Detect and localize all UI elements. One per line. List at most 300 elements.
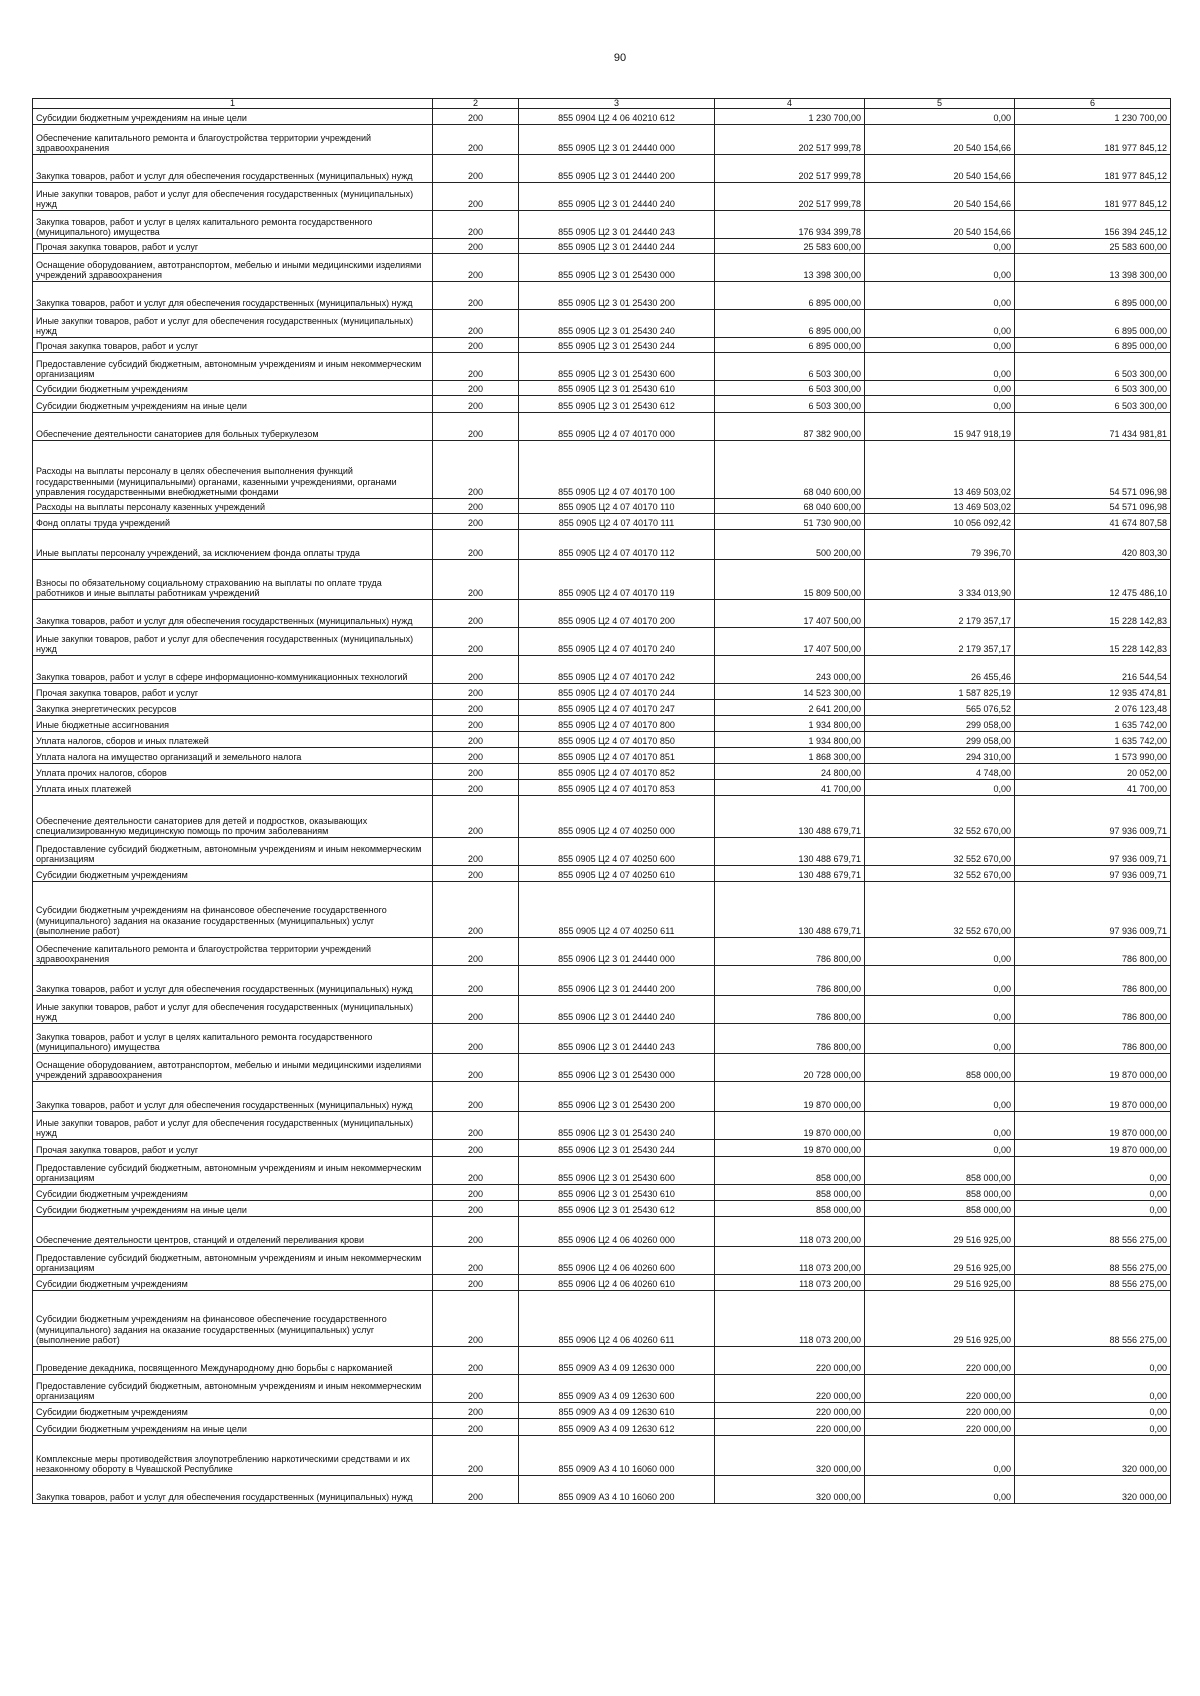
row-kbk-cell: 855 0905 Ц2 4 07 40170 000 xyxy=(519,413,715,441)
row-remaining-cell: 19 870 000,00 xyxy=(1015,1140,1171,1157)
row-executed-cell: 220 000,00 xyxy=(865,1419,1015,1436)
row-approved-cell: 858 000,00 xyxy=(715,1185,865,1201)
row-code-cell: 200 xyxy=(433,732,519,748)
row-executed-cell: 858 000,00 xyxy=(865,1054,1015,1082)
table-row xyxy=(33,628,1171,656)
table-row xyxy=(33,1201,1171,1217)
table-row xyxy=(33,1291,1171,1347)
row-kbk-cell: 855 0906 Ц2 4 06 40260 610 xyxy=(519,1275,715,1291)
row-remaining-cell: 6 503 300,00 xyxy=(1015,396,1171,413)
row-remaining-cell: 25 583 600,00 xyxy=(1015,239,1171,254)
row-executed-cell: 0,00 xyxy=(865,1436,1015,1476)
row-code-cell: 200 xyxy=(433,1112,519,1140)
row-code-cell: 200 xyxy=(433,239,519,254)
row-approved-cell: 17 407 500,00 xyxy=(715,628,865,656)
row-approved-cell: 41 700,00 xyxy=(715,780,865,796)
table-row xyxy=(33,530,1171,560)
table-row xyxy=(33,560,1171,600)
row-name-cell: Оснащение оборудованием, автотранспортом, мебелью и иными медицинскими изделиями учреждений здравоохранения xyxy=(33,1054,433,1082)
row-approved-cell: 320 000,00 xyxy=(715,1476,865,1504)
row-executed-cell: 0,00 xyxy=(865,966,1015,996)
row-executed-cell: 0,00 xyxy=(865,1476,1015,1504)
row-kbk-cell: 855 0905 Ц2 3 01 24440 200 xyxy=(519,155,715,183)
row-name-cell: Оснащение оборудованием, автотранспортом, мебелью и иными медицинскими изделиями учреждений здравоохранения xyxy=(33,254,433,282)
row-remaining-cell: 13 398 300,00 xyxy=(1015,254,1171,282)
row-code-cell: 200 xyxy=(433,628,519,656)
row-name-cell: Закупка товаров, работ и услуг для обеспечения государственных (муниципальных) нужд xyxy=(33,966,433,996)
row-remaining-cell: 0,00 xyxy=(1015,1185,1171,1201)
row-executed-cell: 2 179 357,17 xyxy=(865,628,1015,656)
table-row xyxy=(33,1347,1171,1375)
row-approved-cell: 786 800,00 xyxy=(715,1024,865,1054)
row-code-cell: 200 xyxy=(433,1082,519,1112)
row-executed-cell: 0,00 xyxy=(865,310,1015,338)
row-approved-cell: 19 870 000,00 xyxy=(715,1082,865,1112)
row-executed-cell: 4 748,00 xyxy=(865,764,1015,780)
row-executed-cell: 20 540 154,66 xyxy=(865,183,1015,211)
row-executed-cell: 26 455,46 xyxy=(865,656,1015,684)
table-row xyxy=(33,338,1171,353)
column-header-4: 4 xyxy=(715,99,865,109)
row-executed-cell: 220 000,00 xyxy=(865,1347,1015,1375)
table-row xyxy=(33,716,1171,732)
row-name-cell: Закупка энергетических ресурсов xyxy=(33,700,433,716)
table-row xyxy=(33,780,1171,796)
row-approved-cell: 14 523 300,00 xyxy=(715,684,865,700)
row-executed-cell: 29 516 925,00 xyxy=(865,1217,1015,1247)
row-executed-cell: 10 056 092,42 xyxy=(865,514,1015,530)
row-remaining-cell: 1 230 700,00 xyxy=(1015,109,1171,125)
row-kbk-cell: 855 0906 Ц2 3 01 25430 600 xyxy=(519,1157,715,1185)
row-executed-cell: 20 540 154,66 xyxy=(865,211,1015,239)
row-code-cell: 200 xyxy=(433,1185,519,1201)
row-code-cell: 200 xyxy=(433,600,519,628)
row-remaining-cell: 786 800,00 xyxy=(1015,1024,1171,1054)
row-executed-cell: 0,00 xyxy=(865,282,1015,310)
row-name-cell: Фонд оплаты труда учреждений xyxy=(33,514,433,530)
table-row xyxy=(33,748,1171,764)
column-header-1: 1 xyxy=(33,99,433,109)
row-name-cell: Закупка товаров, работ и услуг в целях капитального ремонта государственного (муниципального) имущества xyxy=(33,1024,433,1054)
row-kbk-cell: 855 0906 Ц2 3 01 25430 244 xyxy=(519,1140,715,1157)
row-remaining-cell: 320 000,00 xyxy=(1015,1476,1171,1504)
row-executed-cell: 79 396,70 xyxy=(865,530,1015,560)
row-remaining-cell: 15 228 142,83 xyxy=(1015,600,1171,628)
column-header-2: 2 xyxy=(433,99,519,109)
row-kbk-cell: 855 0905 Ц2 3 01 24440 240 xyxy=(519,183,715,211)
row-code-cell: 200 xyxy=(433,254,519,282)
row-remaining-cell: 20 052,00 xyxy=(1015,764,1171,780)
row-approved-cell: 17 407 500,00 xyxy=(715,600,865,628)
row-remaining-cell: 88 556 275,00 xyxy=(1015,1291,1171,1347)
row-code-cell: 200 xyxy=(433,125,519,155)
row-name-cell: Обеспечение капитального ремонта и благоустройства территории учреждений здравоохранения xyxy=(33,938,433,966)
row-approved-cell: 220 000,00 xyxy=(715,1347,865,1375)
row-executed-cell: 565 076,52 xyxy=(865,700,1015,716)
row-approved-cell: 118 073 200,00 xyxy=(715,1291,865,1347)
row-code-cell: 200 xyxy=(433,716,519,732)
row-executed-cell: 858 000,00 xyxy=(865,1157,1015,1185)
row-executed-cell: 0,00 xyxy=(865,1112,1015,1140)
row-approved-cell: 320 000,00 xyxy=(715,1436,865,1476)
row-code-cell: 200 xyxy=(433,381,519,396)
row-name-cell: Уплата прочих налогов, сборов xyxy=(33,764,433,780)
row-remaining-cell: 97 936 009,71 xyxy=(1015,838,1171,866)
row-approved-cell: 15 809 500,00 xyxy=(715,560,865,600)
row-name-cell: Закупка товаров, работ и услуг для обеспечения государственных (муниципальных) нужд xyxy=(33,155,433,183)
column-header-3: 3 xyxy=(519,99,715,109)
row-approved-cell: 6 895 000,00 xyxy=(715,282,865,310)
row-approved-cell: 118 073 200,00 xyxy=(715,1275,865,1291)
table-row xyxy=(33,700,1171,716)
row-kbk-cell: 855 0905 Ц2 3 01 25430 200 xyxy=(519,282,715,310)
row-remaining-cell: 6 503 300,00 xyxy=(1015,381,1171,396)
row-approved-cell: 1 868 300,00 xyxy=(715,748,865,764)
row-executed-cell: 32 552 670,00 xyxy=(865,796,1015,838)
row-kbk-cell: 855 0909 А3 4 10 16060 000 xyxy=(519,1436,715,1476)
row-code-cell: 200 xyxy=(433,183,519,211)
row-kbk-cell: 855 0905 Ц2 3 01 25430 240 xyxy=(519,310,715,338)
row-kbk-cell: 855 0906 Ц2 3 01 24440 000 xyxy=(519,938,715,966)
row-remaining-cell: 786 800,00 xyxy=(1015,996,1171,1024)
row-approved-cell: 130 488 679,71 xyxy=(715,796,865,838)
row-executed-cell: 858 000,00 xyxy=(865,1185,1015,1201)
row-approved-cell: 130 488 679,71 xyxy=(715,866,865,882)
row-executed-cell: 13 469 503,02 xyxy=(865,441,1015,499)
row-approved-cell: 130 488 679,71 xyxy=(715,838,865,866)
row-name-cell: Прочая закупка товаров, работ и услуг xyxy=(33,1140,433,1157)
table-row xyxy=(33,966,1171,996)
row-code-cell: 200 xyxy=(433,1375,519,1403)
row-remaining-cell: 0,00 xyxy=(1015,1375,1171,1403)
row-kbk-cell: 855 0906 Ц2 3 01 25430 200 xyxy=(519,1082,715,1112)
row-code-cell: 200 xyxy=(433,1054,519,1082)
row-name-cell: Проведение декадника, посвященного Международному дню борьбы с наркоманией xyxy=(33,1347,433,1375)
table-row xyxy=(33,1476,1171,1504)
row-remaining-cell: 97 936 009,71 xyxy=(1015,882,1171,938)
row-executed-cell: 32 552 670,00 xyxy=(865,866,1015,882)
row-name-cell: Предоставление субсидий бюджетным, автономным учреждениям и иным некоммерческим организациям xyxy=(33,353,433,381)
row-name-cell: Уплата иных платежей xyxy=(33,780,433,796)
row-name-cell: Предоставление субсидий бюджетным, автономным учреждениям и иным некоммерческим организациям xyxy=(33,1375,433,1403)
table-row xyxy=(33,310,1171,338)
row-code-cell: 200 xyxy=(433,966,519,996)
row-code-cell: 200 xyxy=(433,656,519,684)
row-executed-cell: 13 469 503,02 xyxy=(865,499,1015,514)
table-row xyxy=(33,1247,1171,1275)
row-approved-cell: 202 517 999,78 xyxy=(715,125,865,155)
row-approved-cell: 220 000,00 xyxy=(715,1403,865,1419)
row-remaining-cell: 1 573 990,00 xyxy=(1015,748,1171,764)
row-remaining-cell: 97 936 009,71 xyxy=(1015,796,1171,838)
row-approved-cell: 1 934 800,00 xyxy=(715,732,865,748)
row-remaining-cell: 0,00 xyxy=(1015,1347,1171,1375)
row-remaining-cell: 54 571 096,98 xyxy=(1015,441,1171,499)
row-approved-cell: 118 073 200,00 xyxy=(715,1247,865,1275)
row-executed-cell: 0,00 xyxy=(865,1024,1015,1054)
row-kbk-cell: 855 0906 Ц2 3 01 25430 612 xyxy=(519,1201,715,1217)
row-remaining-cell: 216 544,54 xyxy=(1015,656,1171,684)
row-name-cell: Обеспечение деятельности санаториев для больных туберкулезом xyxy=(33,413,433,441)
row-code-cell: 200 xyxy=(433,1217,519,1247)
table-row xyxy=(33,796,1171,838)
row-code-cell: 200 xyxy=(433,1140,519,1157)
row-executed-cell: 1 587 825,19 xyxy=(865,684,1015,700)
row-kbk-cell: 855 0905 Ц2 4 07 40170 800 xyxy=(519,716,715,732)
row-remaining-cell: 0,00 xyxy=(1015,1157,1171,1185)
row-executed-cell: 0,00 xyxy=(865,239,1015,254)
table-row xyxy=(33,838,1171,866)
row-name-cell: Иные закупки товаров, работ и услуг для обеспечения государственных (муниципальных) нужд xyxy=(33,183,433,211)
row-approved-cell: 6 503 300,00 xyxy=(715,396,865,413)
table-row xyxy=(33,514,1171,530)
row-approved-cell: 87 382 900,00 xyxy=(715,413,865,441)
row-name-cell: Субсидии бюджетным учреждениям на финансовое обеспечение государственного (муниципального) задания на оказание государственных (муниципальных) услуг (выполнение работ) xyxy=(33,882,433,938)
table-row xyxy=(33,254,1171,282)
row-approved-cell: 220 000,00 xyxy=(715,1419,865,1436)
row-approved-cell: 118 073 200,00 xyxy=(715,1217,865,1247)
row-approved-cell: 202 517 999,78 xyxy=(715,155,865,183)
row-name-cell: Субсидии бюджетным учреждениям xyxy=(33,1275,433,1291)
row-kbk-cell: 855 0905 Ц2 4 07 40250 600 xyxy=(519,838,715,866)
row-code-cell: 200 xyxy=(433,282,519,310)
row-code-cell: 200 xyxy=(433,1347,519,1375)
row-code-cell: 200 xyxy=(433,155,519,183)
table-row xyxy=(33,239,1171,254)
table-row xyxy=(33,1157,1171,1185)
table-row xyxy=(33,413,1171,441)
row-kbk-cell: 855 0909 А3 4 10 16060 200 xyxy=(519,1476,715,1504)
row-executed-cell: 299 058,00 xyxy=(865,732,1015,748)
table-row xyxy=(33,684,1171,700)
row-kbk-cell: 855 0906 Ц2 3 01 24440 200 xyxy=(519,966,715,996)
row-executed-cell: 220 000,00 xyxy=(865,1403,1015,1419)
table-row xyxy=(33,441,1171,499)
row-approved-cell: 243 000,00 xyxy=(715,656,865,684)
row-name-cell: Предоставление субсидий бюджетным, автономным учреждениям и иным некоммерческим организациям xyxy=(33,1157,433,1185)
row-remaining-cell: 12 475 486,10 xyxy=(1015,560,1171,600)
row-approved-cell: 202 517 999,78 xyxy=(715,183,865,211)
row-code-cell: 200 xyxy=(433,1419,519,1436)
row-name-cell: Закупка товаров, работ и услуг в сфере информационно-коммуникационных технологий xyxy=(33,656,433,684)
row-approved-cell: 6 895 000,00 xyxy=(715,310,865,338)
row-executed-cell: 32 552 670,00 xyxy=(865,882,1015,938)
row-code-cell: 200 xyxy=(433,1024,519,1054)
row-name-cell: Иные выплаты персоналу учреждений, за исключением фонда оплаты труда xyxy=(33,530,433,560)
table-row xyxy=(33,211,1171,239)
row-code-cell: 200 xyxy=(433,882,519,938)
row-name-cell: Обеспечение деятельности центров, станций и отделений переливания крови xyxy=(33,1217,433,1247)
row-approved-cell: 24 800,00 xyxy=(715,764,865,780)
row-code-cell: 200 xyxy=(433,530,519,560)
row-remaining-cell: 41 674 807,58 xyxy=(1015,514,1171,530)
row-remaining-cell: 320 000,00 xyxy=(1015,1436,1171,1476)
row-kbk-cell: 855 0905 Ц2 4 07 40170 851 xyxy=(519,748,715,764)
row-approved-cell: 130 488 679,71 xyxy=(715,882,865,938)
row-approved-cell: 176 934 399,78 xyxy=(715,211,865,239)
table-row xyxy=(33,1082,1171,1112)
table-row xyxy=(33,1436,1171,1476)
row-approved-cell: 1 934 800,00 xyxy=(715,716,865,732)
row-name-cell: Закупка товаров, работ и услуг для обеспечения государственных (муниципальных) нужд xyxy=(33,282,433,310)
row-executed-cell: 0,00 xyxy=(865,780,1015,796)
row-remaining-cell: 6 895 000,00 xyxy=(1015,282,1171,310)
row-remaining-cell: 6 503 300,00 xyxy=(1015,353,1171,381)
table-row xyxy=(33,155,1171,183)
row-executed-cell: 0,00 xyxy=(865,1140,1015,1157)
row-name-cell: Субсидии бюджетным учреждениям xyxy=(33,381,433,396)
row-remaining-cell: 181 977 845,12 xyxy=(1015,125,1171,155)
row-remaining-cell: 88 556 275,00 xyxy=(1015,1247,1171,1275)
row-remaining-cell: 12 935 474,81 xyxy=(1015,684,1171,700)
row-remaining-cell: 71 434 981,81 xyxy=(1015,413,1171,441)
row-name-cell: Субсидии бюджетным учреждениям на иные цели xyxy=(33,396,433,413)
row-executed-cell: 299 058,00 xyxy=(865,716,1015,732)
row-approved-cell: 2 641 200,00 xyxy=(715,700,865,716)
table-row xyxy=(33,499,1171,514)
row-kbk-cell: 855 0909 А3 4 09 12630 000 xyxy=(519,1347,715,1375)
row-kbk-cell: 855 0905 Ц2 4 07 40170 110 xyxy=(519,499,715,514)
row-remaining-cell: 6 895 000,00 xyxy=(1015,310,1171,338)
row-name-cell: Предоставление субсидий бюджетным, автономным учреждениям и иным некоммерческим организациям xyxy=(33,838,433,866)
row-name-cell: Иные бюджетные ассигнования xyxy=(33,716,433,732)
row-kbk-cell: 855 0905 Ц2 3 01 25430 612 xyxy=(519,396,715,413)
row-code-cell: 200 xyxy=(433,838,519,866)
row-code-cell: 200 xyxy=(433,396,519,413)
row-kbk-cell: 855 0905 Ц2 4 07 40170 240 xyxy=(519,628,715,656)
table-row xyxy=(33,109,1171,125)
row-name-cell: Субсидии бюджетным учреждениям xyxy=(33,1185,433,1201)
table-row xyxy=(33,1185,1171,1201)
row-name-cell: Прочая закупка товаров, работ и услуг xyxy=(33,338,433,353)
row-name-cell: Закупка товаров, работ и услуг для обеспечения государственных (муниципальных) нужд xyxy=(33,1082,433,1112)
table-row xyxy=(33,882,1171,938)
row-remaining-cell: 88 556 275,00 xyxy=(1015,1217,1171,1247)
row-kbk-cell: 855 0909 А3 4 09 12630 612 xyxy=(519,1419,715,1436)
row-approved-cell: 6 503 300,00 xyxy=(715,381,865,396)
row-remaining-cell: 41 700,00 xyxy=(1015,780,1171,796)
budget-execution-table xyxy=(32,98,1171,1504)
table-row xyxy=(33,1275,1171,1291)
row-kbk-cell: 855 0905 Ц2 4 07 40170 852 xyxy=(519,764,715,780)
table-row xyxy=(33,1140,1171,1157)
row-approved-cell: 786 800,00 xyxy=(715,938,865,966)
row-approved-cell: 19 870 000,00 xyxy=(715,1112,865,1140)
row-code-cell: 200 xyxy=(433,413,519,441)
table-row xyxy=(33,183,1171,211)
row-executed-cell: 294 310,00 xyxy=(865,748,1015,764)
row-remaining-cell: 19 870 000,00 xyxy=(1015,1082,1171,1112)
row-name-cell: Иные закупки товаров, работ и услуг для обеспечения государственных (муниципальных) нужд xyxy=(33,310,433,338)
row-approved-cell: 220 000,00 xyxy=(715,1375,865,1403)
row-kbk-cell: 855 0905 Ц2 4 07 40170 100 xyxy=(519,441,715,499)
row-kbk-cell: 855 0909 А3 4 09 12630 600 xyxy=(519,1375,715,1403)
table-row xyxy=(33,938,1171,966)
row-executed-cell: 3 334 013,90 xyxy=(865,560,1015,600)
row-remaining-cell: 2 076 123,48 xyxy=(1015,700,1171,716)
row-executed-cell: 0,00 xyxy=(865,353,1015,381)
row-kbk-cell: 855 0905 Ц2 3 01 25430 600 xyxy=(519,353,715,381)
row-name-cell: Комплексные меры противодействия злоупотреблению наркотическими средствами и их незаконному обороту в Чувашской Республике xyxy=(33,1436,433,1476)
row-approved-cell: 19 870 000,00 xyxy=(715,1140,865,1157)
row-name-cell: Субсидии бюджетным учреждениям xyxy=(33,1403,433,1419)
row-kbk-cell: 855 0905 Ц2 4 07 40170 242 xyxy=(519,656,715,684)
row-name-cell: Прочая закупка товаров, работ и услуг xyxy=(33,684,433,700)
row-executed-cell: 29 516 925,00 xyxy=(865,1291,1015,1347)
table-row xyxy=(33,1403,1171,1419)
row-executed-cell: 0,00 xyxy=(865,381,1015,396)
row-approved-cell: 1 230 700,00 xyxy=(715,109,865,125)
row-remaining-cell: 19 870 000,00 xyxy=(1015,1054,1171,1082)
row-code-cell: 200 xyxy=(433,338,519,353)
row-kbk-cell: 855 0905 Ц2 3 01 24440 243 xyxy=(519,211,715,239)
row-kbk-cell: 855 0909 А3 4 09 12630 610 xyxy=(519,1403,715,1419)
row-kbk-cell: 855 0905 Ц2 4 07 40170 850 xyxy=(519,732,715,748)
row-code-cell: 200 xyxy=(433,310,519,338)
row-code-cell: 200 xyxy=(433,700,519,716)
table-row xyxy=(33,996,1171,1024)
row-kbk-cell: 855 0905 Ц2 4 07 40170 119 xyxy=(519,560,715,600)
row-kbk-cell: 855 0905 Ц2 4 07 40170 112 xyxy=(519,530,715,560)
row-code-cell: 200 xyxy=(433,441,519,499)
row-executed-cell: 0,00 xyxy=(865,338,1015,353)
table-row xyxy=(33,866,1171,882)
row-code-cell: 200 xyxy=(433,1291,519,1347)
row-kbk-cell: 855 0905 Ц2 4 07 40170 244 xyxy=(519,684,715,700)
column-header-6: 6 xyxy=(1015,99,1171,109)
row-name-cell: Взносы по обязательному социальному страхованию на выплаты по оплате труда работников и иные выплаты работникам учреждений xyxy=(33,560,433,600)
row-executed-cell: 0,00 xyxy=(865,938,1015,966)
row-kbk-cell: 855 0906 Ц2 4 06 40260 600 xyxy=(519,1247,715,1275)
row-name-cell: Закупка товаров, работ и услуг в целях капитального ремонта государственного (муниципального) имущества xyxy=(33,211,433,239)
row-approved-cell: 25 583 600,00 xyxy=(715,239,865,254)
row-remaining-cell: 15 228 142,83 xyxy=(1015,628,1171,656)
row-kbk-cell: 855 0906 Ц2 3 01 24440 243 xyxy=(519,1024,715,1054)
row-remaining-cell: 88 556 275,00 xyxy=(1015,1275,1171,1291)
row-name-cell: Закупка товаров, работ и услуг для обеспечения государственных (муниципальных) нужд xyxy=(33,1476,433,1504)
row-name-cell: Субсидии бюджетным учреждениям на иные цели xyxy=(33,109,433,125)
table-row xyxy=(33,1217,1171,1247)
row-remaining-cell: 19 870 000,00 xyxy=(1015,1112,1171,1140)
row-name-cell: Расходы на выплаты персоналу в целях обеспечения выполнения функций государственными (муниципальными) органами, казенными учреждениями, органами управления государственными внебюджетными фондами xyxy=(33,441,433,499)
row-approved-cell: 6 503 300,00 xyxy=(715,353,865,381)
row-name-cell: Субсидии бюджетным учреждениям на финансовое обеспечение государственного (муниципального) задания на оказание государственных (муниципальных) услуг (выполнение работ) xyxy=(33,1291,433,1347)
row-kbk-cell: 855 0906 Ц2 3 01 25430 000 xyxy=(519,1054,715,1082)
row-name-cell: Расходы на выплаты персоналу казенных учреждений xyxy=(33,499,433,514)
row-executed-cell: 20 540 154,66 xyxy=(865,155,1015,183)
row-remaining-cell: 6 895 000,00 xyxy=(1015,338,1171,353)
row-executed-cell: 858 000,00 xyxy=(865,1201,1015,1217)
row-name-cell: Предоставление субсидий бюджетным, автономным учреждениям и иным некоммерческим организациям xyxy=(33,1247,433,1275)
row-code-cell: 200 xyxy=(433,1157,519,1185)
row-kbk-cell: 855 0905 Ц2 4 07 40170 111 xyxy=(519,514,715,530)
row-executed-cell: 0,00 xyxy=(865,109,1015,125)
row-code-cell: 200 xyxy=(433,866,519,882)
row-name-cell: Иные закупки товаров, работ и услуг для обеспечения государственных (муниципальных) нужд xyxy=(33,996,433,1024)
row-remaining-cell: 786 800,00 xyxy=(1015,966,1171,996)
table-row xyxy=(33,1024,1171,1054)
row-code-cell: 200 xyxy=(433,514,519,530)
row-name-cell: Уплата налогов, сборов и иных платежей xyxy=(33,732,433,748)
row-code-cell: 200 xyxy=(433,353,519,381)
row-remaining-cell: 54 571 096,98 xyxy=(1015,499,1171,514)
row-remaining-cell: 1 635 742,00 xyxy=(1015,732,1171,748)
row-name-cell: Закупка товаров, работ и услуг для обеспечения государственных (муниципальных) нужд xyxy=(33,600,433,628)
row-name-cell: Субсидии бюджетным учреждениям xyxy=(33,866,433,882)
row-code-cell: 200 xyxy=(433,684,519,700)
row-remaining-cell: 1 635 742,00 xyxy=(1015,716,1171,732)
row-executed-cell: 29 516 925,00 xyxy=(865,1275,1015,1291)
